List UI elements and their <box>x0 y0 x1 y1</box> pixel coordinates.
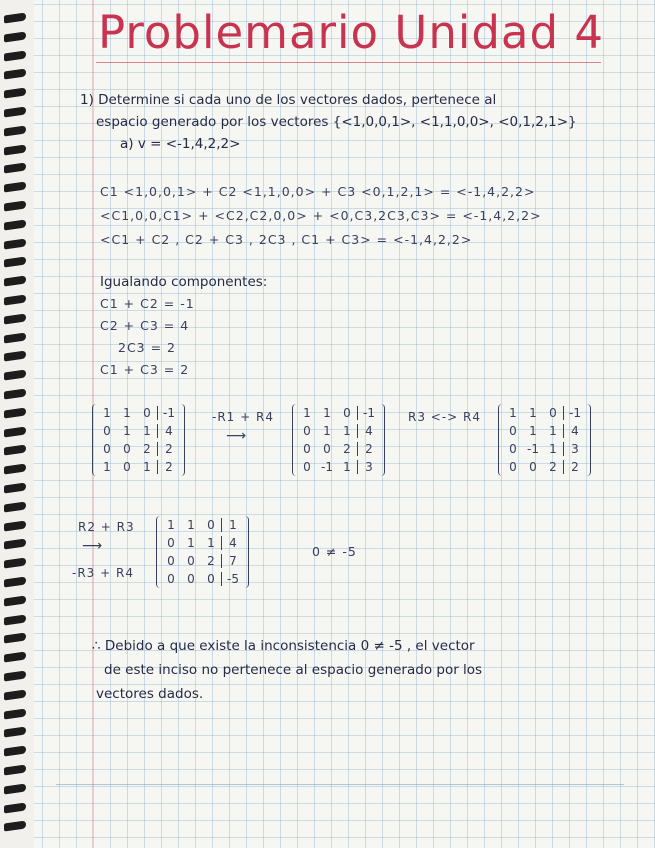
matrix-cell: 4 <box>221 536 244 550</box>
component-eq-3: 2C3 = 2 <box>118 340 177 355</box>
binding-ring <box>4 614 26 625</box>
row-op-1: -R1 + R4 <box>212 410 274 424</box>
binding-ring <box>4 407 26 418</box>
title-underline <box>96 62 601 63</box>
matrix-cell: 7 <box>221 554 244 568</box>
matrix-cell: 1 <box>549 442 557 456</box>
matrix-cell: 0 <box>509 442 517 456</box>
matrix-cell: -1 <box>321 460 333 474</box>
binding-ring <box>4 313 26 324</box>
row-op-3b: -R3 + R4 <box>72 566 134 580</box>
matrix-row <box>97 422 180 440</box>
matrix-cell: -1 <box>527 442 539 456</box>
binding-ring <box>4 783 26 794</box>
page-title: Problemario Unidad 4 <box>98 6 604 59</box>
matrix-cell: 1 <box>303 406 311 420</box>
matrix-row <box>97 458 180 476</box>
matrix-row <box>503 422 586 440</box>
matrix-cell: 1 <box>143 424 151 438</box>
component-eq-2: C2 + C3 = 4 <box>100 318 190 333</box>
inconsistency-result: 0 ≠ -5 <box>312 544 357 559</box>
binding-ring <box>4 482 26 493</box>
matrix-cell: 1 <box>509 406 517 420</box>
matrix-cell: 0 <box>103 442 111 456</box>
matrix-cell: 1 <box>187 518 195 532</box>
problem-line-2: espacio generado por los vectores {<1,0,0,1>, <1,1,0,0>, <0,1,2,1>} <box>96 114 577 130</box>
matrix-cell: 0 <box>207 572 215 586</box>
row-op-2: R3 <-> R4 <box>408 410 482 424</box>
matrix-cell: 1 <box>529 424 537 438</box>
matrix-row <box>161 552 244 570</box>
page-bottom-line <box>56 784 624 785</box>
binding-ring <box>4 520 26 531</box>
matrix-cell: -5 <box>221 572 244 586</box>
matrix-cell: 2 <box>157 460 180 474</box>
matrix-cell: 2 <box>143 442 151 456</box>
binding-ring <box>4 144 26 155</box>
matrix-cell: 0 <box>303 424 311 438</box>
problem-line-1: 1) Determine si cada uno de los vectores dados, pertenece al <box>80 92 497 108</box>
matrix-cell: 1 <box>221 518 244 532</box>
binding-ring <box>4 125 26 136</box>
matrix-cell: 0 <box>143 406 151 420</box>
component-eq-4: C1 + C3 = 2 <box>100 362 190 377</box>
binding-ring <box>4 238 26 249</box>
matrix-cell: 1 <box>103 460 111 474</box>
matrix-cell: 1 <box>207 536 215 550</box>
matrix-cell: 0 <box>167 554 175 568</box>
matrix-cell: 1 <box>123 406 131 420</box>
matrix-cell: 0 <box>123 442 131 456</box>
binding-ring <box>4 69 26 80</box>
binding-ring <box>4 106 26 117</box>
binding-ring <box>4 276 26 287</box>
binding-ring <box>4 633 26 644</box>
binding-ring <box>4 332 26 343</box>
binding-ring <box>4 821 26 832</box>
matrix-1 <box>92 404 185 476</box>
binding-ring <box>4 576 26 587</box>
work-equation-1: C1 <1,0,0,1> + C2 <1,1,0,0> + C3 <0,1,2,1> = <-1,4,2,2> <box>100 184 536 199</box>
conclusion-line-1: ∴ Debido a que existe la inconsistencia 0 ≠ -5 , el vector <box>92 638 475 654</box>
binding-ring <box>4 708 26 719</box>
binding-ring <box>4 12 26 23</box>
matrix-row <box>297 458 380 476</box>
binding-ring <box>4 445 26 456</box>
component-eq-1: C1 + C2 = -1 <box>100 296 195 311</box>
matrix-cell: 1 <box>167 518 175 532</box>
binding-ring <box>4 88 26 99</box>
binding-ring <box>4 746 26 757</box>
work-equation-3: <C1 + C2 , C2 + C3 , 2C3 , C1 + C3> = <-1,4,2,2> <box>100 232 473 247</box>
binding-ring <box>4 558 26 569</box>
binding-ring <box>4 294 26 305</box>
conclusion-line-3: vectores dados. <box>96 686 204 702</box>
binding-ring <box>4 689 26 700</box>
binding-ring <box>4 595 26 606</box>
matrix-cell: 0 <box>549 406 557 420</box>
matrix-cell: 0 <box>343 406 351 420</box>
matrix-cell: -1 <box>563 406 586 420</box>
matrix-cell: 1 <box>549 424 557 438</box>
matrix-cell: 0 <box>529 460 537 474</box>
arrow-icon: ⟶ <box>82 538 103 554</box>
matrix-cell: 0 <box>303 460 311 474</box>
matrix-row <box>297 404 380 422</box>
matrix-cell: 0 <box>187 554 195 568</box>
binding-ring <box>4 426 26 437</box>
matrix-cell: 2 <box>157 442 180 456</box>
matrix-cell: 4 <box>563 424 586 438</box>
binding-ring <box>4 727 26 738</box>
matrix-row <box>161 534 244 552</box>
binding-ring <box>4 501 26 512</box>
binding-ring <box>4 802 26 813</box>
matrix-cell: 0 <box>207 518 215 532</box>
binding-ring <box>4 182 26 193</box>
work-equation-2: <C1,0,0,C1> + <C2,C2,0,0> + <0,C3,2C3,C3> = <-1,4,2,2> <box>100 208 542 223</box>
matrix-cell: 3 <box>357 460 380 474</box>
matrix-cell: 1 <box>343 460 351 474</box>
matrix-cell: 0 <box>323 442 331 456</box>
matrix-cell: 0 <box>509 460 517 474</box>
binding-ring <box>4 219 26 230</box>
matrix-cell: 2 <box>549 460 557 474</box>
binding-ring <box>4 764 26 775</box>
matrix-cell: 1 <box>143 460 151 474</box>
binding-ring <box>4 257 26 268</box>
matrix-cell: 0 <box>123 460 131 474</box>
matrix-4 <box>156 516 249 588</box>
arrow-icon: ⟶ <box>226 428 247 444</box>
matrix-row <box>503 404 586 422</box>
matrix-cell: 1 <box>343 424 351 438</box>
matrix-cell: 2 <box>563 460 586 474</box>
matrix-row <box>297 422 380 440</box>
row-op-3a: R2 + R3 <box>78 520 135 534</box>
binding-ring <box>4 670 26 681</box>
matrix-cell: 1 <box>103 406 111 420</box>
matrix-row <box>97 404 180 422</box>
problem-part-a: a) v = <-1,4,2,2> <box>120 136 241 152</box>
binding-ring <box>4 539 26 550</box>
matrix-cell: 0 <box>167 536 175 550</box>
binding-ring <box>4 464 26 475</box>
matrix-row <box>97 440 180 458</box>
matrix-cell: 0 <box>187 572 195 586</box>
matrix-row <box>503 440 586 458</box>
matrix-cell: 1 <box>187 536 195 550</box>
matrix-cell: 2 <box>207 554 215 568</box>
matrix-cell: 1 <box>323 424 331 438</box>
conclusion-line-2: de este inciso no pertenece al espacio generado por los <box>104 662 483 678</box>
matrix-2 <box>292 404 385 476</box>
binding-ring <box>4 31 26 42</box>
matrix-cell: 0 <box>103 424 111 438</box>
binding-ring <box>4 351 26 362</box>
matrix-row <box>297 440 380 458</box>
matrix-cell: 4 <box>157 424 180 438</box>
matrix-cell: 0 <box>167 572 175 586</box>
binding-ring <box>4 652 26 663</box>
binding-ring <box>4 200 26 211</box>
binding-ring <box>4 50 26 61</box>
matrix-3 <box>498 404 591 476</box>
matrix-row <box>161 570 244 588</box>
spiral-binding <box>0 0 34 848</box>
matrix-cell: 4 <box>357 424 380 438</box>
binding-ring <box>4 370 26 381</box>
matrix-cell: 1 <box>529 406 537 420</box>
matrix-cell: 3 <box>563 442 586 456</box>
matrix-cell: 0 <box>303 442 311 456</box>
matrix-cell: 0 <box>509 424 517 438</box>
matrix-cell: 2 <box>357 442 380 456</box>
matrix-cell: -1 <box>157 406 180 420</box>
matrix-row <box>503 458 586 476</box>
binding-ring <box>4 388 26 399</box>
binding-ring <box>4 163 26 174</box>
matrix-cell: 1 <box>323 406 331 420</box>
matrix-cell: -1 <box>357 406 380 420</box>
components-heading: Igualando componentes: <box>100 274 268 290</box>
matrix-cell: 1 <box>123 424 131 438</box>
matrix-row <box>161 516 244 534</box>
matrix-cell: 2 <box>343 442 351 456</box>
